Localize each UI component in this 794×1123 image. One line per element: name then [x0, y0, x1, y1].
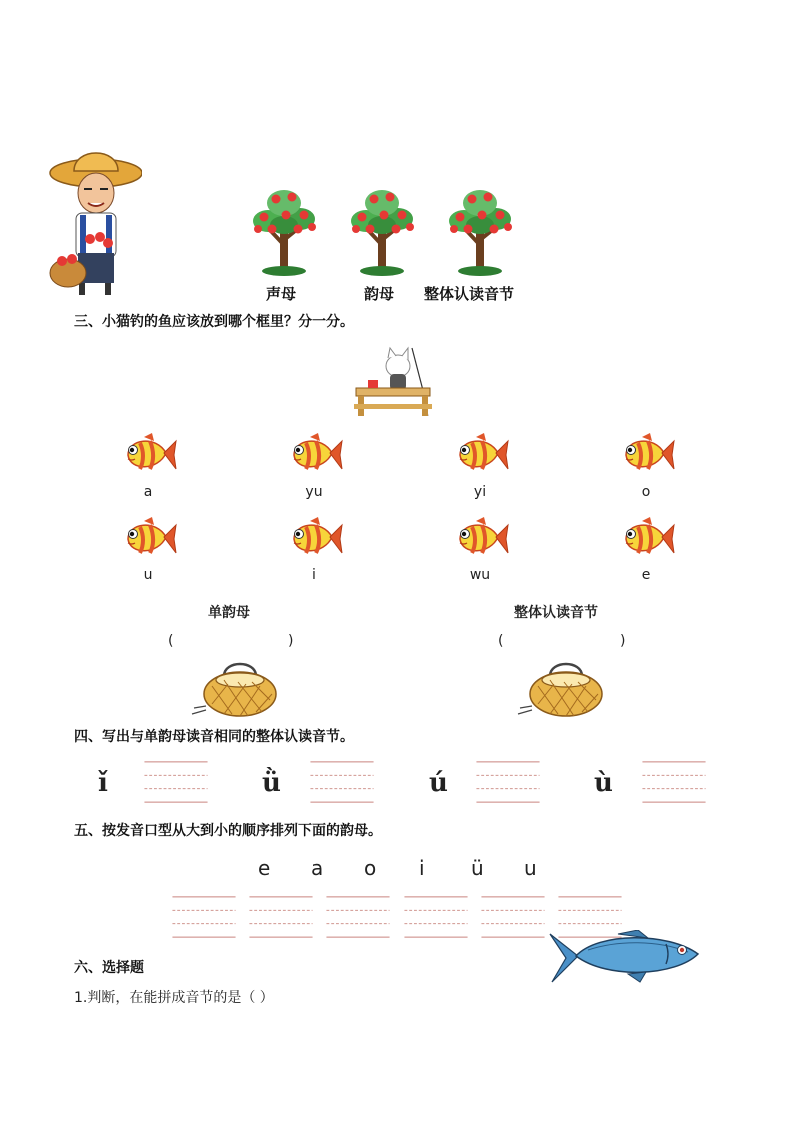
answer-paren-close: ) [620, 633, 626, 649]
apple-tree-icon [348, 185, 418, 277]
writing-lines[interactable] [480, 895, 546, 939]
category-whole-syllables: 整体认读音节 [514, 605, 598, 621]
fish-label: u [143, 567, 153, 583]
fish-icon [118, 517, 178, 561]
writing-lines[interactable] [143, 760, 209, 804]
basket-icon [516, 656, 616, 720]
section5-heading: 五、按发音口型从大到小的顺序排列下面的韵母。 [74, 823, 382, 839]
fish-icon [450, 433, 510, 477]
fish-icon [616, 517, 676, 561]
tree-label-whole-syllables: 整体认读音节 [424, 285, 515, 303]
writing-lines[interactable] [171, 895, 237, 939]
fish-label: yu [305, 484, 323, 500]
blue-fish-icon [548, 930, 702, 984]
category-single-finals: 单韵母 [208, 605, 250, 621]
tree-label-initials: 声母 [266, 285, 297, 303]
farmer-icon [46, 145, 142, 301]
fish-icon [450, 517, 510, 561]
vowel-item: u [524, 856, 537, 880]
answer-paren-close: ) [288, 633, 294, 649]
vowel-item: a [311, 856, 324, 880]
writing-lines[interactable] [325, 895, 391, 939]
fish-label: o [641, 484, 651, 500]
fish-icon [284, 517, 344, 561]
basket-icon [190, 656, 290, 720]
section6-heading: 六、选择题 [74, 960, 144, 976]
cat-fishing-icon [352, 344, 436, 418]
fish-label: yi [473, 484, 487, 500]
vowel-item: ü [471, 856, 484, 880]
fish-label: i [312, 567, 316, 583]
writing-lines[interactable] [309, 760, 375, 804]
apple-tree-icon [446, 185, 516, 277]
fish-label: e [641, 567, 651, 583]
vowel-item: e [258, 856, 271, 880]
tree-label-finals: 韵母 [364, 285, 395, 303]
fish-label: a [143, 484, 153, 500]
writing-lines[interactable] [641, 760, 707, 804]
fish-icon [284, 433, 344, 477]
section3-heading: 三、小猫钓的鱼应该放到哪个框里？分一分。 [74, 314, 354, 330]
question-1: 1.判断，在能拼成音节的是（ ） [74, 990, 274, 1006]
writing-lines[interactable] [403, 895, 469, 939]
fish-icon [616, 433, 676, 477]
apple-tree-icon [250, 185, 320, 277]
tone-syllable: ǜ [262, 768, 281, 798]
section4-heading: 四、写出与单韵母读音相同的整体认读音节。 [74, 729, 354, 745]
writing-lines[interactable] [475, 760, 541, 804]
answer-paren-open: ( [498, 633, 504, 649]
tone-syllable: ù [594, 768, 613, 798]
writing-lines[interactable] [248, 895, 314, 939]
tone-syllable: ǐ [98, 768, 108, 798]
answer-paren-open: ( [168, 633, 174, 649]
fish-icon [118, 433, 178, 477]
vowel-item: o [364, 856, 377, 880]
fish-label: wu [469, 567, 491, 583]
tone-syllable: ú [429, 768, 448, 798]
vowel-item: i [419, 856, 425, 880]
